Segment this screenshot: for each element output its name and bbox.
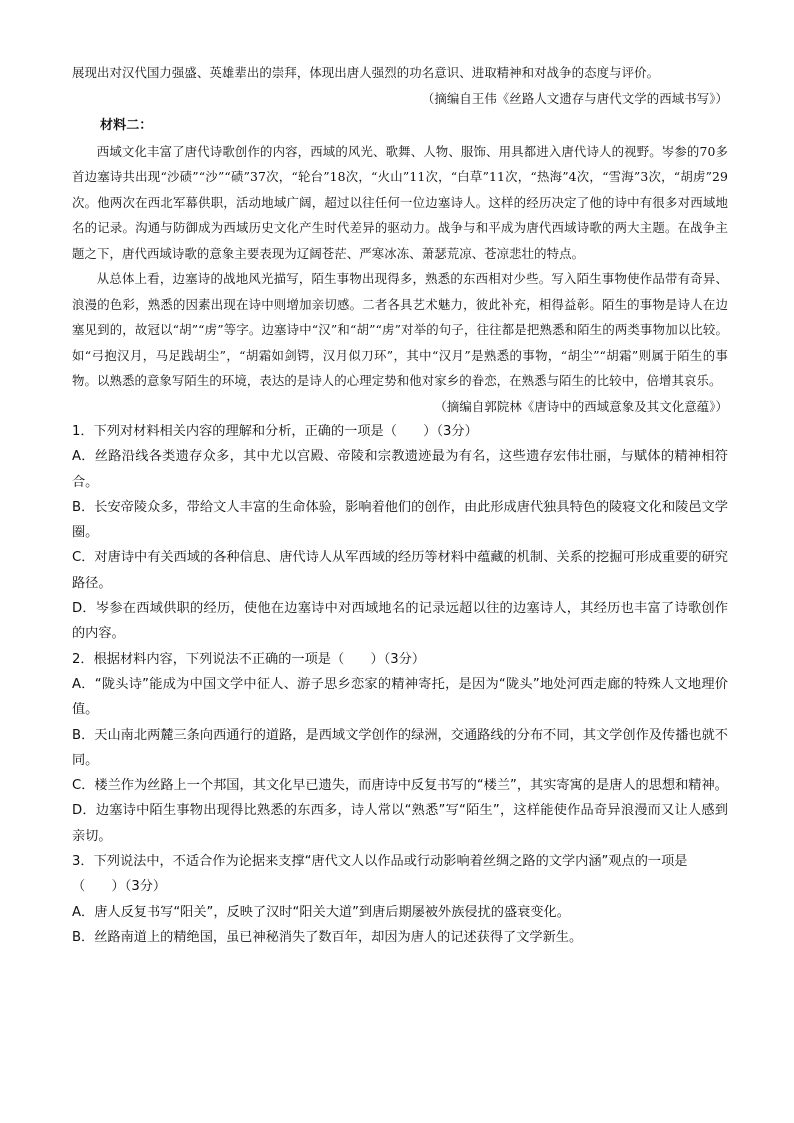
option-b: B．天山南北两麓三条向西通行的道路，是西域文学创作的绿洲，交通路线的分布不同，其文学创作及传播也就不同。	[72, 727, 728, 768]
option-d: D．岑参在西域供职的经历，使他在边塞诗中对西域地名的记录远超以往的边塞诗人，其经历也丰富了诗歌创作的内容。	[72, 601, 728, 642]
option-a: A．丝路沿线各类遗存众多，其中尤以宫殿、帝陵和宗教遗迹最为有名，这些遗存宏伟壮丽，与赋体的精神相符合。	[72, 449, 728, 490]
option-b: B．丝路南道上的精绝国，虽已神秘消失了数百年，却因为唐人的记述获得了文学新生。	[72, 929, 583, 945]
option-a: A．“陇头诗”能成为中国文学中征人、游子思乡恋家的精神寄托，是因为“陇头”地处河西走廊的特殊人文地理价值。	[72, 676, 728, 718]
option-b: B．长安帝陵众多，带给文人丰富的生命体验，影响着他们的创作，由此形成唐代独具特色的陵寝文化和陵邑文学圈。	[72, 499, 728, 541]
material2-paragraph-1: 西域文化丰富了唐代诗歌创作的内容，西域的风光、歌舞、人物、服饰、用具都进入唐代诗人的视野。岑参的70多首边塞诗共出现“沙碛”“沙”“碛”37次，“轮台”18次，“火山”11次，“白草”11次，“热海”4次，“雪海”3次，“胡虏”29次。他两次在西北军幕供职，活动地域广阔，超过以往任何一位边塞诗人。这样的经历决定了他的诗中有很多对西域地名的记录。沟通与防御成为西域历史文化产生时代差异的驱动力。战争与和平成为唐代西域诗歌的两大主题。在战争主题之下，唐代西域诗歌的意象主要表现为辽阔苍茫、严寒冰冻、萧瑟荒凉、苍凉悲壮的特点。	[72, 143, 728, 261]
question-stem: 2．根据材料内容，下列说法不正确的一项是（ ）（3分）	[72, 651, 426, 667]
material1-source: （摘编自王伟《丝路人文遗存与唐代文学的西域书写》）	[421, 90, 728, 106]
material1-tail: 展现出对汉代国力强盛、英雄辈出的崇拜，体现出唐人强烈的功名意识、进取精神和对战争的态度与评价。	[72, 65, 660, 80]
option-c: C．对唐诗中有关西域的各种信息、唐代诗人从军西域的经历等材料中蕴藏的机制、关系的挖掘可形成重要的研究路径。	[72, 550, 728, 591]
option-d: D．边塞诗中陌生事物出现得比熟悉的东西多，诗人常以“熟悉”写“陌生”，这样能使作品奇异浪漫而又让人感到亲切。	[72, 803, 728, 844]
option-a: A．唐人反复书写“阳关”，反映了汉时“阳关大道”到唐后期屡被外族侵扰的盛衰变化。	[72, 904, 570, 920]
document-page	[72, 60, 728, 950]
question-2	[72, 647, 728, 849]
material2-heading: 材料二：	[100, 118, 153, 133]
material2-source: （摘编自郭院林《唐诗中的西域意象及其文化意蕴》）	[434, 398, 728, 414]
question-1	[72, 419, 728, 647]
question-stem: 1．下列对材料相关内容的理解和分析，正确的一项是（ ）（3分）	[72, 424, 478, 439]
material2-paragraph-2: 从总体上看，边塞诗的战地风光描写，陌生事物出现得多，熟悉的东西相对少些。写入陌生事物使作品带有奇异、浪漫的色彩，熟悉的因素出现在诗中则增加亲切感。二者各具艺术魅力，彼此补充，相得益彰。陌生的事物是诗人在边塞见到的，故冠以“胡”“虏”等字。边塞诗中“汉”和“胡”“虏”对举的句子，往往都是把熟悉和陌生的两类事物加以比较。如“弓抱汉月，马足践胡尘”，“胡霜如剑锷，汉月似刀环”，其中“汉月”是熟悉的事物，“胡尘”“胡霜”则属于陌生的事物。以熟悉的意象写陌生的环境，表达的是诗人的心理定势和他对家乡的眷恋，在熟悉与陌生的比较中，倍增其哀乐。	[72, 271, 728, 388]
question-3	[72, 849, 728, 950]
option-c: C．楼兰作为丝路上一个邦国，其文化早已遗失，而唐诗中反复书写的“楼兰”，其实寄寓的是唐人的思想和精神。	[72, 778, 728, 794]
question-stem: 3．下列说法中，不适合作为论据来支撑“唐代文人以作品或行动影响着丝绸之路的文学内涵”观点的一项是（ ）（3分）	[72, 854, 688, 895]
